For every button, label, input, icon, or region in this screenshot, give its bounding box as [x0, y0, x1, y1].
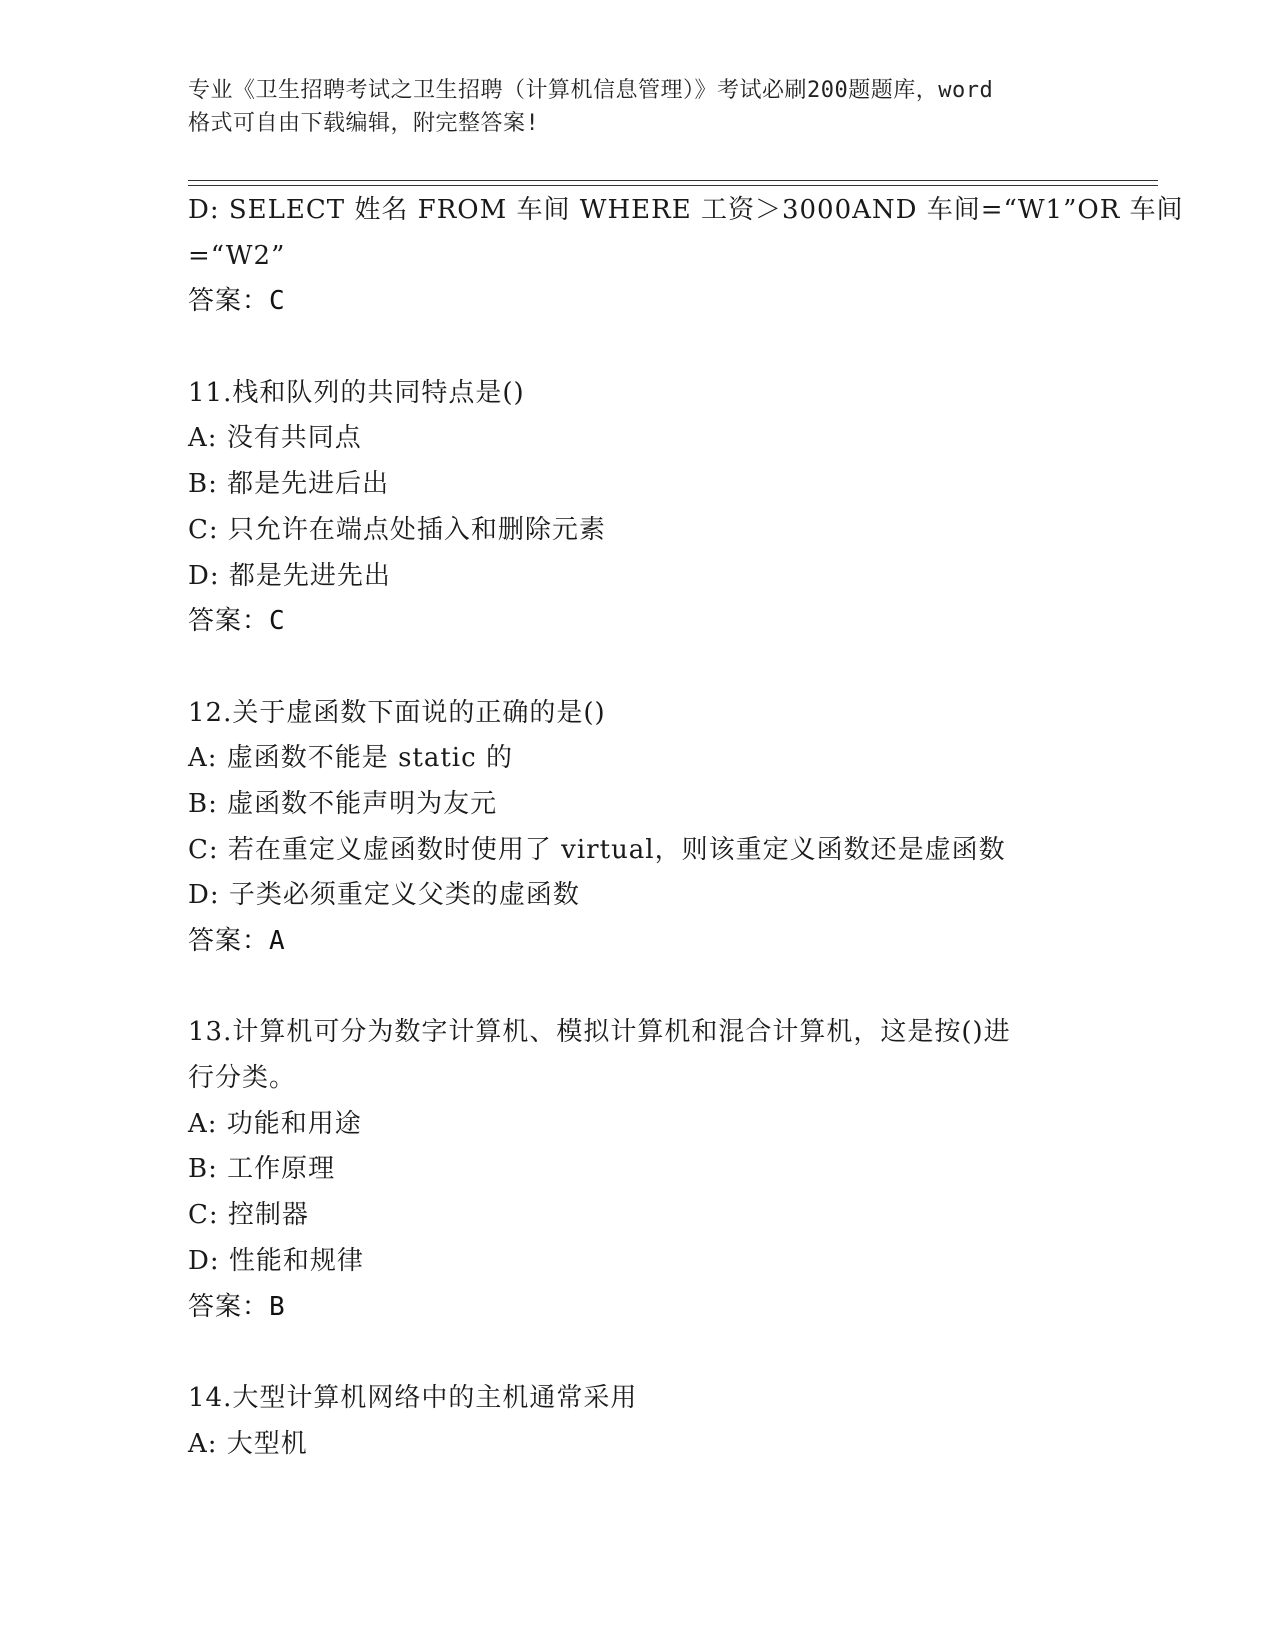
option-d: D: 子类必须重定义父类的虚函数: [188, 880, 580, 911]
header-divider-top: [188, 180, 1158, 181]
option-d: D: 都是先进先出: [188, 560, 391, 591]
option-c: C: 若在重定义虚函数时使用了 virtual，则该重定义函数还是虚函数: [188, 834, 1006, 865]
header-title-line-2: 格式可自由下载编辑，附完整答案!: [188, 111, 540, 136]
option-a: A: 没有共同点: [188, 423, 362, 454]
header-divider-bottom: [188, 185, 1158, 186]
question-text-line-2: 行分类。: [188, 1063, 297, 1094]
spacer: [188, 325, 1088, 371]
option-a: A: 功能和用途: [188, 1108, 362, 1139]
option-a: A: 大型机: [188, 1428, 308, 1459]
question-text: 11.栈和队列的共同特点是(): [188, 377, 525, 408]
option-b: B: 都是先进后出: [188, 469, 390, 500]
question-11: [188, 371, 1088, 645]
answer: 答案：C: [188, 606, 286, 637]
question-13: [188, 1010, 1088, 1330]
spacer: [188, 645, 1088, 691]
document-body: [188, 188, 1184, 1467]
option-c: C: 只允许在端点处插入和删除元素: [188, 514, 606, 545]
question-12: [188, 691, 1088, 965]
question-text: 12.关于虚函数下面说的正确的是(): [188, 697, 606, 728]
prev-option-d-line-1: D: SELECT 姓名 FROM 车间 WHERE 工资＞3000AND 车间=“W1”OR 车间: [188, 195, 1184, 225]
question-text-line-1: 13.计算机可分为数字计算机、模拟计算机和混合计算机，这是按()进: [188, 1017, 1011, 1048]
answer: 答案：B: [188, 1291, 286, 1322]
option-c: C: 控制器: [188, 1200, 309, 1231]
option-d: D: 性能和规律: [188, 1245, 364, 1276]
spacer: [188, 965, 1088, 1011]
header-title-line-1: 专业《卫生招聘考试之卫生招聘（计算机信息管理）》考试必刷200题题库，word: [188, 78, 994, 103]
answer: 答案：A: [188, 926, 286, 956]
question-14: [188, 1376, 1088, 1467]
spacer: [188, 1330, 1088, 1376]
option-b: B: 虚函数不能声明为友元: [188, 788, 498, 819]
document-header: [188, 74, 1088, 140]
option-a: A: 虚函数不能是 static 的: [188, 743, 513, 774]
prev-answer: 答案：C: [188, 286, 286, 317]
option-b: B: 工作原理: [188, 1154, 336, 1185]
prev-option-d-line-2: =“W2”: [188, 240, 286, 271]
question-text: 14.大型计算机网络中的主机通常采用: [188, 1382, 638, 1413]
